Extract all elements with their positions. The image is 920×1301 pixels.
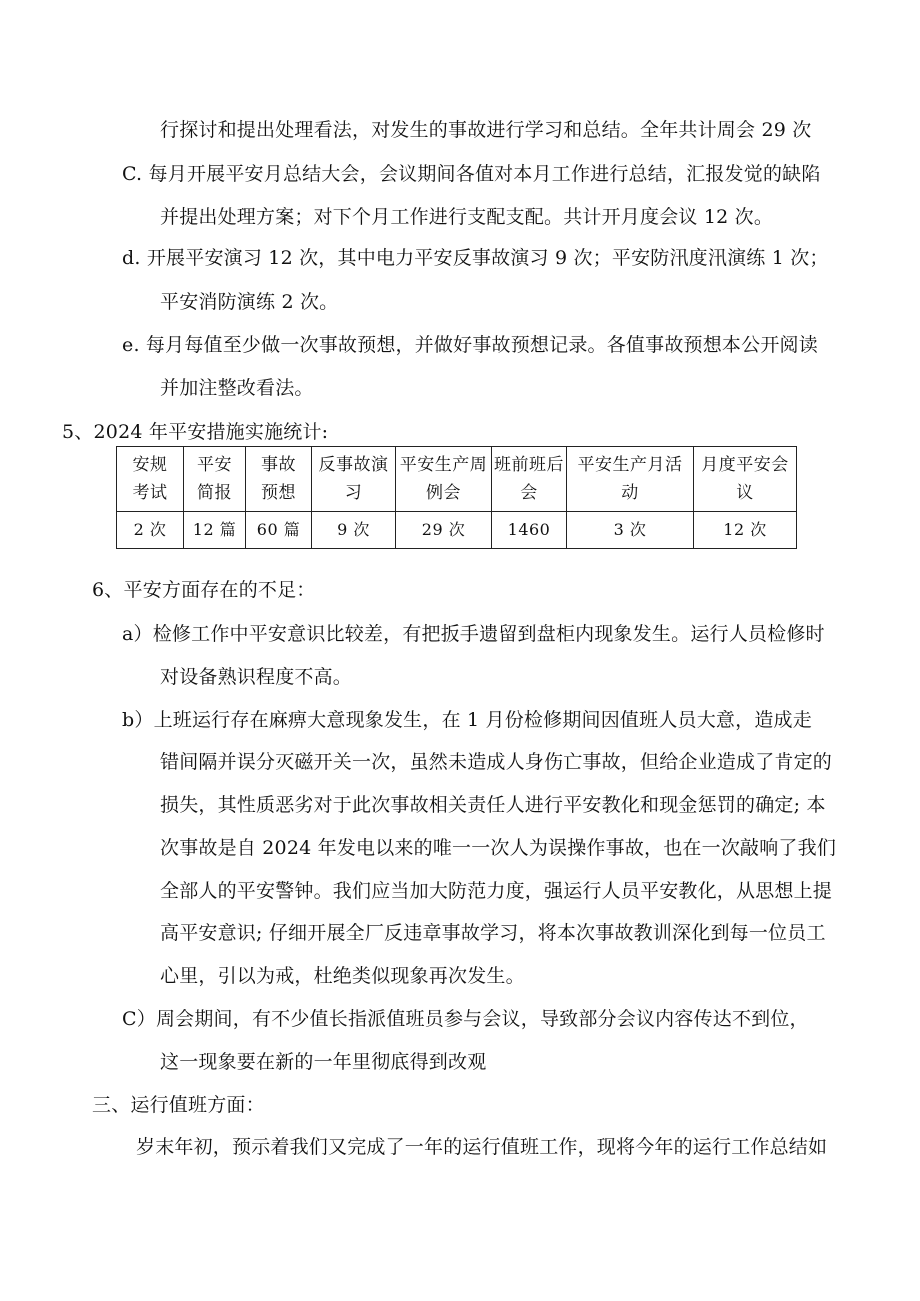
list-item-c-2: C）周会期间，有不少值长指派值班员参与会议，导致部分会议内容传达不到位，: [122, 1008, 809, 1030]
table-header-row: [117, 447, 797, 512]
table-cell: 3 次: [567, 512, 694, 549]
table-cell: 60 篇: [246, 512, 312, 549]
table-cell: 29 次: [396, 512, 492, 549]
paragraph-line: 行探讨和提出处理看法，对发生的事故进行学习和总结。全年共计周会 29 次: [160, 119, 812, 141]
table-cell: 1460: [492, 512, 567, 549]
section-heading-6: 6、平安方面存在的不足：: [92, 579, 316, 601]
paragraph-line: 对设备熟识程度不高。: [160, 666, 353, 688]
safety-statistics-table: [116, 446, 797, 549]
list-item-a: a）检修工作中平安意识比较差，有把扳手遗留到盘柜内现象发生。运行人员检修时: [122, 623, 825, 645]
list-item-b: b）上班运行存在麻痹大意现象发生，在 1 月份检修期间因值班人员大意，造成走: [122, 709, 812, 731]
table-header-cell: 班前班后 会: [492, 447, 567, 512]
paragraph-line: 错间隔并误分灭磁开关一次，虽然未造成人身伤亡事故，但给企业造成了肯定的: [160, 751, 833, 773]
table-header-cell: 平安生产月活 动: [567, 447, 694, 512]
paragraph-line: 心里，引以为戒，杜绝类似现象再次发生。: [160, 965, 525, 987]
paragraph-line: 平安消防演练 2 次。: [160, 291, 339, 313]
table-header-cell: 平安生产周 例会: [396, 447, 492, 512]
paragraph-line: 全部人的平安警钟。我们应当加大防范力度，强运行人员平安教化，从思想上提: [160, 880, 833, 902]
paragraph-line: 损失，其性质恶劣对于此次事故相关责任人进行平安教化和现金惩罚的确定; 本: [160, 794, 826, 816]
list-item-e: e. 每月每值至少做一次事故预想，并做好事故预想记录。各值事故预想本公开阅读: [122, 334, 818, 356]
section-heading-3: 三、运行值班方面：: [92, 1094, 265, 1116]
paragraph-line: 并提出处理方案；对下个月工作进行支配支配。共计开月度会议 12 次。: [160, 206, 774, 228]
table-row: [117, 512, 797, 549]
paragraph-line: 这一现象要在新的一年里彻底得到改观: [160, 1051, 487, 1073]
table-header-cell: 月度平安会 议: [694, 447, 797, 512]
table-cell: 12 次: [694, 512, 797, 549]
table-cell: 2 次: [117, 512, 184, 549]
table-header-cell: 平安 简报: [184, 447, 246, 512]
paragraph-line: 高平安意识; 仔细开展全厂反违章事故学习，将本次事故教训深化到每一位员工: [160, 922, 826, 944]
table-cell: 9 次: [312, 512, 396, 549]
table-header-cell: 事故 预想: [246, 447, 312, 512]
table-header-cell: 安规 考试: [117, 447, 184, 512]
paragraph-line: 并加注整改看法。: [160, 377, 314, 399]
list-item-d: d. 开展平安演习 12 次，其中电力平安反事故演习 9 次；平安防汛度汛演练 1 次；: [122, 247, 829, 269]
paragraph-line: 岁末年初，预示着我们又完成了一年的运行值班工作，现将今年的运行工作总结如: [136, 1136, 828, 1158]
section-heading-5: 5、2024 年平安措施实施统计:: [62, 421, 329, 443]
table-cell: 12 篇: [184, 512, 246, 549]
table-header-cell: 反事故演 习: [312, 447, 396, 512]
list-item-c: C. 每月开展平安月总结大会，会议期间各值对本月工作进行总结，汇报发觉的缺陷: [122, 163, 821, 185]
paragraph-line: 次事故是自 2024 年发电以来的唯一一次人为误操作事故，也在一次敲响了我们: [160, 837, 837, 859]
